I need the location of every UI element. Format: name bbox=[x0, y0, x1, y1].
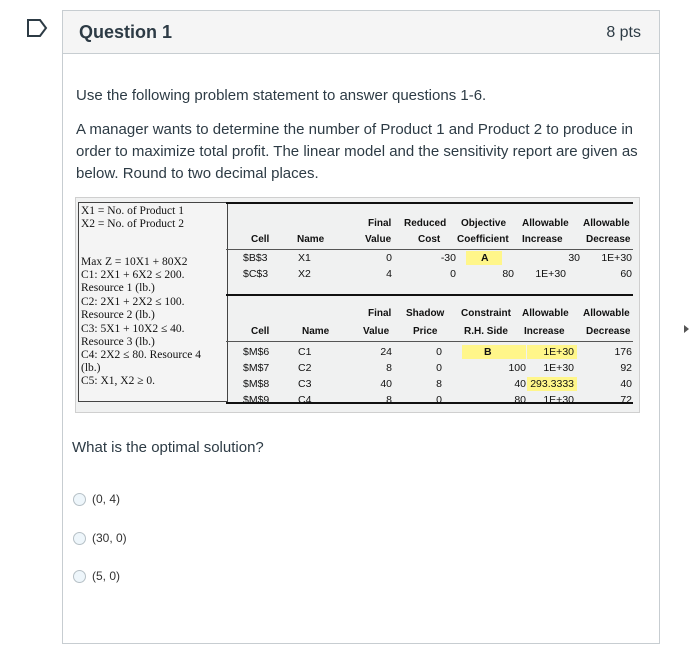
flag-bookmark-icon[interactable] bbox=[26, 18, 48, 38]
var-final: 0 bbox=[386, 252, 392, 264]
header-allowable: Allowable bbox=[522, 308, 569, 319]
header-allowable: Allowable bbox=[522, 218, 569, 229]
header-reduced: Reduced bbox=[404, 218, 447, 229]
con-name: C1 bbox=[298, 346, 312, 358]
con-cell: $M$9 bbox=[243, 394, 270, 406]
header-final: Final bbox=[368, 218, 392, 229]
var-name: X1 bbox=[298, 252, 311, 264]
con-final: 8 bbox=[386, 362, 392, 374]
header-cell: Cell bbox=[251, 234, 270, 245]
con-cell: $M$6 bbox=[243, 346, 270, 358]
con-inc: 1E+30 bbox=[543, 346, 574, 358]
con-final: 40 bbox=[380, 378, 392, 390]
var-final: 4 bbox=[386, 268, 392, 280]
con-dec: 40 bbox=[620, 378, 632, 390]
con-dec: 176 bbox=[614, 346, 632, 358]
model-line: Resource 3 (lb.) bbox=[81, 336, 155, 348]
var-reduced: -30 bbox=[440, 252, 456, 264]
con-cell: $M$8 bbox=[243, 378, 270, 390]
header-decrease: Decrease bbox=[586, 234, 631, 245]
header-cell: Cell bbox=[251, 326, 270, 337]
con-dec: 72 bbox=[620, 394, 632, 406]
header-underline bbox=[226, 249, 633, 250]
con-final: 24 bbox=[380, 346, 392, 358]
header-allowable: Allowable bbox=[583, 308, 630, 319]
answer-option-label: (5, 0) bbox=[92, 569, 121, 583]
header-shadow: Shadow bbox=[406, 308, 445, 319]
question-card bbox=[62, 10, 660, 644]
header-name: Name bbox=[297, 234, 325, 245]
answer-option-label: (0, 4) bbox=[92, 492, 121, 506]
var-coef: A bbox=[481, 252, 489, 264]
con-rhs: 100 bbox=[508, 362, 526, 374]
con-shadow: 0 bbox=[436, 346, 442, 358]
con-name: C2 bbox=[298, 362, 312, 374]
model-line: Max Z = 10X1 + 80X2 bbox=[81, 256, 188, 268]
model-line: Resource 2 (lb.) bbox=[81, 309, 155, 321]
radio-button[interactable] bbox=[73, 493, 86, 506]
header-rhs: R.H. Side bbox=[464, 326, 508, 337]
con-rhs: B bbox=[484, 346, 492, 358]
model-line: X1 = No. of Product 1 bbox=[81, 205, 184, 217]
header-decrease: Decrease bbox=[586, 326, 631, 337]
var-dec: 60 bbox=[620, 268, 632, 280]
model-line: C1: 2X1 + 6X2 ≤ 200. bbox=[81, 269, 185, 281]
answer-option-label: (30, 0) bbox=[92, 531, 127, 545]
con-rhs: 40 bbox=[514, 378, 526, 390]
header-objective: Objective bbox=[461, 218, 507, 229]
header-cost: Cost bbox=[418, 234, 441, 245]
model-line: C3: 5X1 + 10X2 ≤ 40. bbox=[81, 323, 185, 335]
con-shadow: 0 bbox=[436, 362, 442, 374]
intro-text: Use the following problem statement to answer questions 1-6. bbox=[76, 87, 487, 104]
header-value: Value bbox=[363, 326, 390, 337]
highlight-cell-b bbox=[462, 345, 526, 359]
var-cell: $C$3 bbox=[243, 268, 269, 280]
con-final: 8 bbox=[386, 394, 392, 406]
triangle-marker-icon bbox=[684, 325, 689, 333]
con-inc: 293.3333 bbox=[530, 378, 574, 390]
question-points: 8 pts bbox=[606, 24, 641, 41]
con-inc: 1E+30 bbox=[543, 394, 574, 406]
header-increase: Increase bbox=[522, 234, 563, 245]
question-header bbox=[63, 11, 659, 54]
header-coefficient: Coefficient bbox=[457, 234, 509, 245]
model-line: (lb.) bbox=[81, 362, 101, 374]
header-final: Final bbox=[368, 308, 392, 319]
header-name: Name bbox=[302, 326, 330, 337]
model-line: C4: 2X2 ≤ 80. Resource 4 bbox=[81, 349, 202, 361]
question-prompt: What is the optimal solution? bbox=[72, 439, 264, 456]
con-dec: 92 bbox=[620, 362, 632, 374]
var-inc: 30 bbox=[568, 252, 580, 264]
con-shadow: 0 bbox=[436, 394, 442, 406]
header-price: Price bbox=[413, 326, 438, 337]
model-line: C5: X1, X2 ≥ 0. bbox=[81, 375, 156, 387]
answer-option-2[interactable] bbox=[73, 531, 127, 545]
con-shadow: 8 bbox=[436, 378, 442, 390]
radio-button[interactable] bbox=[73, 570, 86, 583]
answer-option-3[interactable] bbox=[73, 569, 120, 583]
model-line: Resource 1 (lb.) bbox=[81, 282, 155, 294]
var-coef: 80 bbox=[502, 268, 514, 280]
con-name: C3 bbox=[298, 378, 312, 390]
var-cell: $B$3 bbox=[243, 252, 268, 264]
model-line: C2: 2X1 + 2X2 ≤ 100. bbox=[81, 296, 185, 308]
answer-option-1[interactable] bbox=[73, 492, 120, 506]
radio-button[interactable] bbox=[73, 532, 86, 545]
question-title: Question 1 bbox=[79, 22, 173, 42]
con-inc: 1E+30 bbox=[543, 362, 574, 374]
header-allowable: Allowable bbox=[583, 218, 630, 229]
sensitivity-report bbox=[75, 197, 640, 413]
var-reduced: 0 bbox=[450, 268, 456, 280]
con-cell: $M$7 bbox=[243, 362, 270, 374]
con-name: C4 bbox=[298, 394, 312, 406]
linear-model-box bbox=[78, 202, 228, 402]
table-rule bbox=[226, 294, 633, 296]
model-line: X2 = No. of Product 2 bbox=[81, 218, 184, 230]
con-rhs: 80 bbox=[514, 394, 526, 406]
header-value: Value bbox=[365, 234, 392, 245]
var-dec: 1E+30 bbox=[601, 252, 632, 264]
header-underline bbox=[226, 341, 633, 342]
var-name: X2 bbox=[298, 268, 311, 280]
table-rule bbox=[226, 202, 633, 204]
header-constraint: Constraint bbox=[461, 308, 511, 319]
var-inc: 1E+30 bbox=[535, 268, 566, 280]
header-increase: Increase bbox=[524, 326, 565, 337]
problem-statement: A manager wants to determine the number of Product 1 and Product 2 to produce in order to maximize total profit. The linear model and the sensitivity report are given as below. Round to two decimal places. bbox=[76, 121, 638, 182]
